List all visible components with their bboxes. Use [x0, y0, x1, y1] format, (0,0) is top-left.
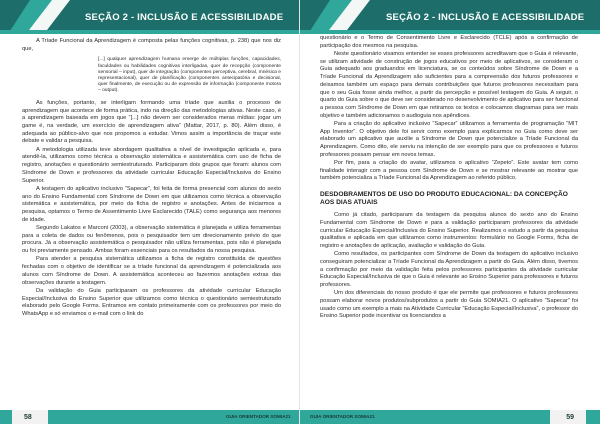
page-header	[300, 0, 600, 34]
paragraph: questionário e o Termo de Consentimento Livre e Esclarecido (TCLE) após a confirmação de participação dos mesmos na pesquisa.	[320, 35, 578, 49]
page-body	[22, 38, 281, 319]
page-body	[320, 35, 578, 322]
header-band	[300, 30, 600, 34]
paragraph: As funções, portanto, se interligam formando uma tríade que auxilia o processo de aprendizagem que acontece de forma prática, indo na direção das metodologias ativas. Neste caso, é a aprendizagem baseada em jogos que “[...] não devem ser considerados meras mídias: jogar um game é, na verdade, um exercício de aprendizagem ativa” (Mattar, 2017, p. 80). Além disso, é adequada ao público-alvo que nos propomos a estudar. Vimos assim a importância de traçar este debate e validar a pesquisa.	[22, 99, 281, 145]
footer-guide-title: GUIA ORIENTADOR SOMIA21	[310, 414, 375, 419]
paragraph: Da validação do Guia participaram os professores da atividade curricular Educação Especial/Inclusiva do Ensino Superior que utilizamos como técnica o questionário semiestruturado elaborado pelo Google Forms. Entramos em contato primeiramente com os professores por meio do WhatsApp e só enviamos o e-mail com o link do	[22, 287, 281, 317]
paragraph: Para a criação do aplicativo inclusivo “Sapecar” utilizamos a ferramenta de programação “MIT App Inventor”. O objetivo dele foi servir como exemplo para explicarmos no Guia como deve ser elaborado um aplicativo que auxilie a Síndrome de Down que potencialize a Tríade Funcional da Aprendizagem. Como dito, ele serviu na intenção de ser exemplo para que os professores e futuros professores possam pensar em novos temas.	[320, 120, 578, 158]
decorative-corner-shape	[0, 0, 80, 34]
right-page	[300, 0, 600, 424]
page-number: 59	[566, 414, 574, 421]
header-band	[0, 30, 300, 34]
paragraph: A metodologia utilizada teve abordagem qualitativa a nível de investigação aplicada e, para atendê-la, utilizamos como técnica a observação sistemática e assistemática com uso de ficha de registro, anotações e questionário semiestruturado. Participaram dois grupos que foram: alunos com Síndrome de Down e professores da atividade curricular Educação Especial/Inclusiva do Ensino Superior.	[22, 146, 281, 184]
paragraph: Um dos diferenciais do nosso produto é que ele permite que professores e futuros professores possam elaborar novos produtos/subprodutos a partir do Guia SOMIA21. O aplicativo “Sapecar” foi usado como um exemplo a mais na Atividade Curricular “Educação Especial/Inclusiva”, o professor do Ensino Superior pode incentivar os licenciandos a	[320, 290, 578, 320]
section-heading: DESDOBRAMENTOS DE USO DO PRODUTO EDUCACIONAL: DA CONCEPÇÃO AOS DIAS ATUAIS	[320, 190, 568, 206]
page-footer	[0, 402, 300, 424]
paragraph: A Tríade Funcional da Aprendizagem é composta pelas funções cognitivas, p. 238) que nos diz que,	[22, 38, 281, 52]
page-header	[0, 0, 300, 34]
section-title: SEÇÃO 2 - INCLUSÃO E ACESSIBILIDADE	[85, 12, 284, 23]
paragraph: A testagem do aplicativo inclusivo “Sapecar”, foi feita de forma presencial com alunos do sexto ano do Ensino Fundamental com Síndrome de Down em que utilizamos como técnica a observação sistemática e assistemática, por meio da ficha de registro e anotações. Antes de iniciarmos a pesquisa, optamos o Termo de Assentimento Livre Esclarecido (TALE) como segurança aos menores de idade.	[22, 185, 281, 223]
page-footer	[300, 402, 600, 424]
paragraph: Por fim, para a criação do avatar, utilizamos o aplicativo “Zepeto”. Este avatar tem como finalidade interagir com a pessoa com Síndrome de Down e se mostrar relevante ao mostrar que também potencializa a Tríade Funcional da Aprendizagem ao referido público.	[320, 160, 578, 182]
paragraph: Como resultados, os participantes com Síndrome de Down da testagem do aplicativo inclusivo conseguiram potencializar a Tríade Funcional da Aprendizagem a partir do Guia. Além disso, tivemos a confirmação por meio da validação feita pelos professores participantes da atividade curricular Educação Especial/Inclusiva de que o Guia é relevante ao Ensino Superior para professores e futuros professores.	[320, 251, 578, 289]
page-number: 58	[24, 414, 32, 421]
block-quote: [...] qualquer aprendizagem humana emerge de múltiplas funções, capacidades, faculdades ou habilidades cognitivas interligadas, quer de recepção (componente sensorial – input), quer de integração (componentes perceptiva, cerebral, mnésica e representacional), quer de planificação (componentes antecipatória e decisional, quer finalmente, de execução ou de expressão de informação (componente motora – output).	[98, 57, 281, 93]
paragraph: Como já citado, participaram da testagem da pesquisa alunos do sexto ano do Ensino Fundamental com Síndrome de Down e para a validação participaram professores da atividade curricular Educação Especial/Inclusiva do Ensino Superior. Realizamos o estudo a partir da pesquisa qualitativa e aplicada em que utilizamos como instrumentos: formulário no Google Forms, ficha de registro e anotações de aplicação, avaliação e validação do Guia.	[320, 212, 578, 249]
spacer	[320, 184, 578, 189]
paragraph: Segundo Lakatos e Marconi (2003), a observação sistemática é planejada e utiliza ferramentas para a coleta de dados ou fenômenos, pois o pesquisador tem um direcionamento prévio do que procura. Já a observação assistemática o pesquisador não utiliza ferramentas, pois não é planejada ou foi previamente pensado. Ambas foram essenciais para os resultados da nossa pesquisa.	[22, 225, 281, 255]
decorative-corner-shape	[300, 0, 380, 34]
footer-guide-title: GUIA ORIENTADOR SOMIA21	[226, 414, 291, 419]
paragraph: Para atender a pesquisa sistemática utilizamos a ficha de registro constituída de questões fechadas com o objetivo de identificar se a tríade funcional da aprendizagem é potencializada aos alunos com Síndrome de Down. A assistemática aconteceu ao fazermos anotações extras das observações durante a testagem.	[22, 256, 281, 286]
section-title: SEÇÃO 2 - INCLUSÃO E ACESSIBILIDADE	[386, 12, 585, 23]
paragraph: Neste questionário visamos entender se esses professores acreditavam que o Guia é relevante, se utilizam atividade de construção de jogos educativos por meio de aplicativos, se consideram o Guia adequado aos graduandos em licenciatura, se os conteúdos sobre Síndrome de Down e a Tríade Funcional da Aprendizagem são suficientes para a compreensão dos futuros professores e deixamos também um espaço para demais contribuições que futuros professores necessitam para que o seu Guia fosse ainda melhor, a partir da percepção e possível testagem do Guia. A seguir, o quarto do Guia sobre o que deve ser considerado no desenvolvimento de aplicativo para ser funcional a pessoa com Síndrome de Down em que retiramos os textos e colocamos diagramas para ser mais objetivo e também adicionamos o audioguia nos apêndices.	[320, 51, 578, 119]
